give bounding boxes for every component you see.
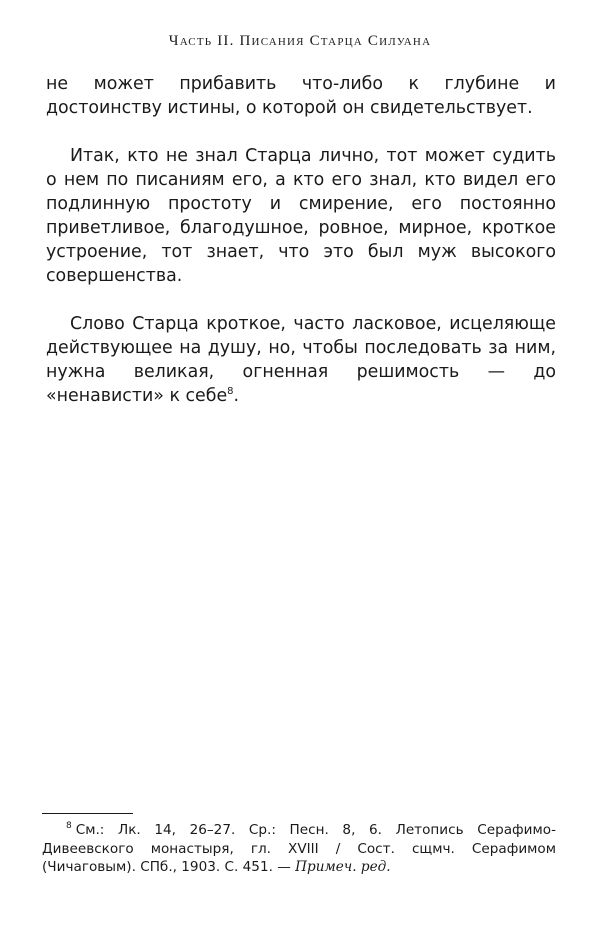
footnote-editor-note: Примеч. ред.	[295, 859, 391, 875]
footnotes	[42, 821, 556, 877]
footnote-reference[interactable]: 8	[227, 386, 234, 398]
paragraph-with-footnote	[46, 312, 556, 408]
paragraph-continuation: не может прибавить что-либо к глубине и достоинству истины, о которой он свидетельствует.	[46, 74, 556, 118]
running-head: Часть II. Писания Старца Силуана	[168, 33, 432, 49]
paragraph: Итак, кто не знал Старца лично, тот может судить о нем по писаниям его, а кто его знал, кто видел его подлинную простоту и смирение, его постоянно приветливое, благодушное, ровное, мирное, кроткое устроение, тот знает, что это был муж высокого совершенства.	[46, 146, 556, 286]
footnote	[42, 821, 556, 877]
paragraph-text: Слово Старца кроткое, часто ласковое, исцеляюще действующее на душу, но, чтобы последовать за ним, нужна великая, огненная решимость — до «ненависти» к себе	[46, 314, 556, 406]
footnote-text: См.: Лк. 14, 26–27. Ср.: Песн. 8, 6. Летопись Серафимо-Дивеевского монастыря, гл. XVIII / Сост. сщмч. Серафимом (Чичаговым). СПб., 1903. С. 451. —	[42, 822, 556, 875]
body-text	[46, 72, 556, 432]
paragraph-trailing-punctuation: .	[233, 386, 240, 406]
footnote-marker: 8	[66, 821, 72, 832]
footnote-separator	[42, 813, 133, 814]
